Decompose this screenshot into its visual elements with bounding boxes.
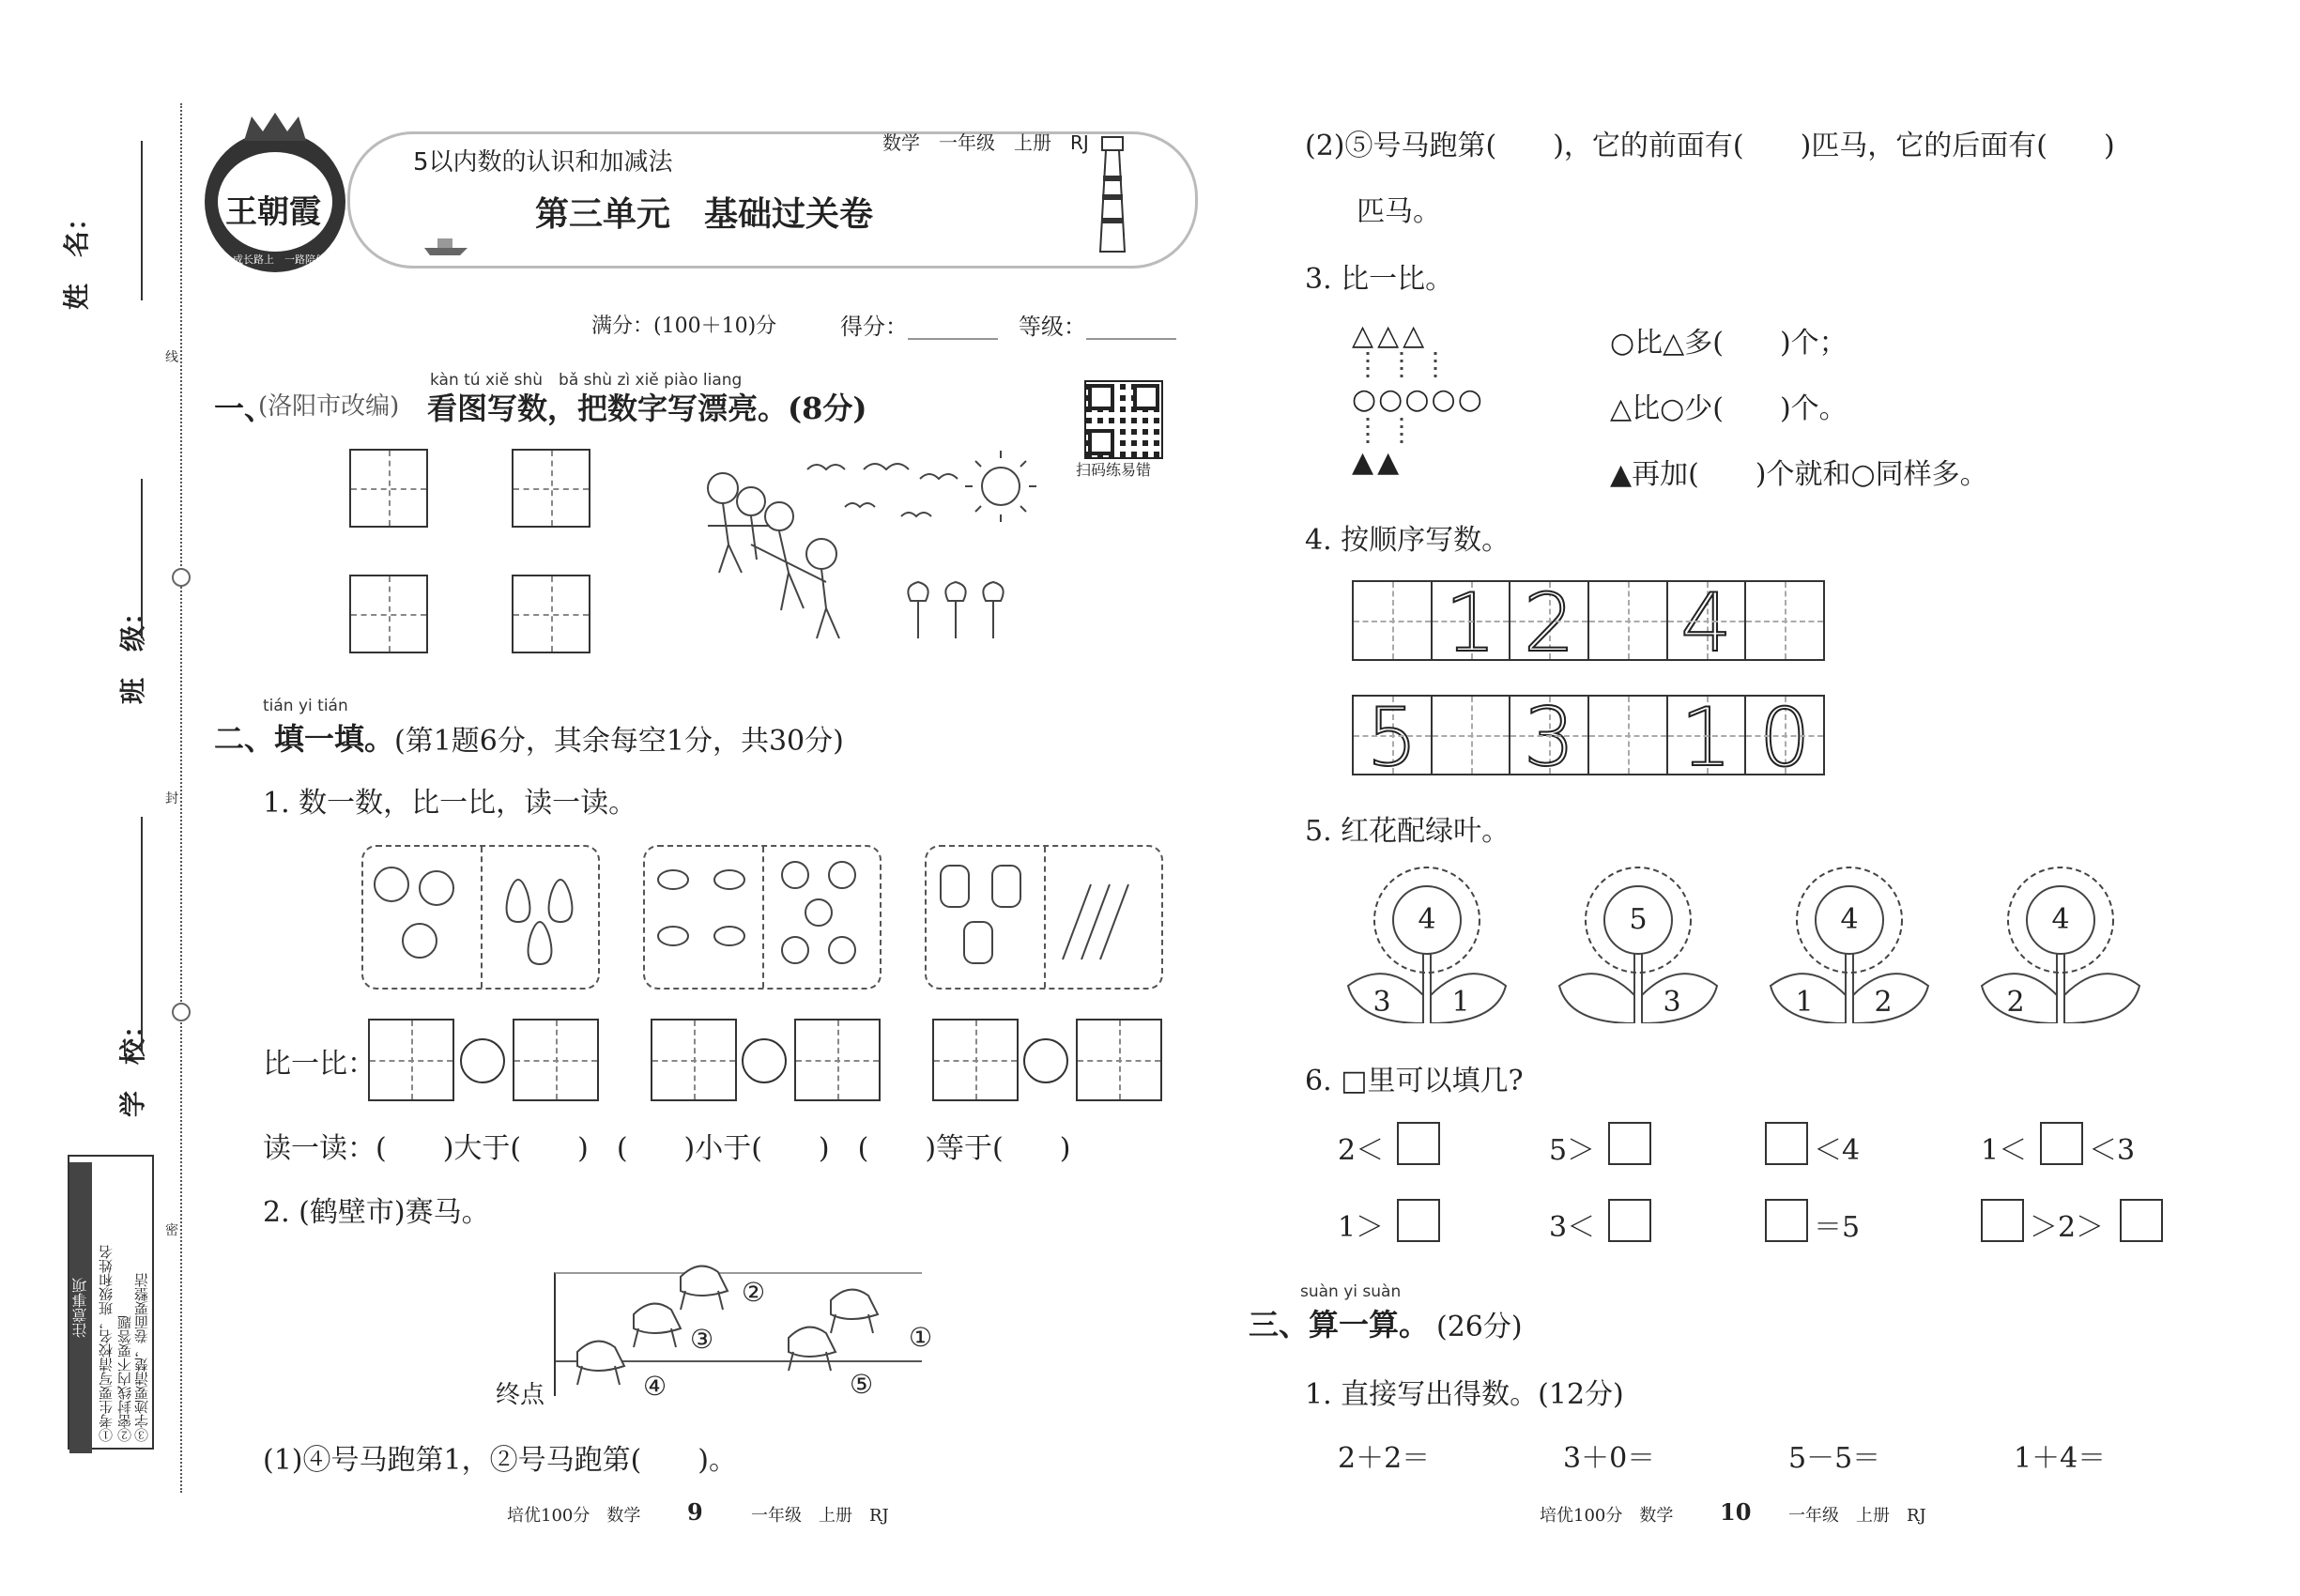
q6-answer-box[interactable]: [1765, 1199, 1808, 1242]
s2-note: (第1题6分，其余每空1分，共30分): [394, 725, 844, 758]
seq-cell[interactable]: 5: [1354, 697, 1433, 774]
calc-item[interactable]: 2＋2＝: [1338, 1442, 1431, 1475]
horse-mark-4: ④: [643, 1371, 667, 1402]
leaf-left-number: 2: [2006, 986, 2025, 1019]
q2-2-line2: 匹马。: [1357, 195, 1441, 228]
hole-icon: [172, 568, 191, 587]
seal-mark-line: 线: [165, 350, 178, 365]
flower[interactable]: [1554, 864, 1723, 1023]
answer-grid[interactable]: [513, 1019, 599, 1101]
name-label: 姓 名：: [61, 204, 92, 310]
q3-b[interactable]: △比○少( )个。: [1610, 392, 1848, 425]
triangles-row: △△△: [1352, 319, 1429, 352]
q6-answer-box[interactable]: [2040, 1122, 2083, 1165]
q6-item-before: 2＜: [1338, 1134, 1385, 1167]
s3-pinyin: suàn yi suàn: [1300, 1282, 1402, 1301]
q6-answer-box[interactable]: [1608, 1199, 1651, 1242]
logo-text: 王朝霞: [225, 193, 321, 231]
q3-c[interactable]: ▲再加( )个就和○同样多。: [1610, 458, 1988, 491]
grade-field[interactable]: 等级：________: [1019, 314, 1176, 340]
answer-grid[interactable]: [1076, 1019, 1162, 1101]
write-grid[interactable]: [512, 449, 590, 528]
s1-source: (洛阳市改编): [258, 392, 400, 421]
name-line[interactable]: [141, 141, 143, 300]
write-grid[interactable]: [349, 575, 428, 653]
seq-cell[interactable]: [1589, 697, 1668, 774]
seq-cell[interactable]: 1: [1433, 582, 1511, 659]
qr-caption: 扫码练易错: [1076, 461, 1152, 479]
s1-number: 一、: [214, 391, 275, 426]
seal-mark-seal: 封: [165, 791, 178, 806]
q6-item-before: 5＞: [1549, 1134, 1596, 1167]
circles-row: ○○○○○: [1352, 383, 1484, 416]
flower-center-number: 4: [2051, 903, 2070, 936]
seq-cell[interactable]: 2: [1510, 582, 1589, 659]
ship-icon: [422, 235, 469, 261]
topic-title: 5以内数的认识和加减法: [413, 148, 673, 176]
q6-answer-box[interactable]: [2120, 1199, 2163, 1242]
q2-1-text[interactable]: (1)④号马跑第1，②号马跑第( )。: [263, 1444, 737, 1477]
seq-cell[interactable]: 0: [1746, 697, 1823, 774]
q6-answer-box[interactable]: [1981, 1199, 2024, 1242]
q6-item-after: ＝5: [1814, 1211, 1861, 1244]
right-footer-info: 一年级 上册 RJ: [1788, 1506, 1926, 1526]
logo-seal: [205, 131, 345, 272]
q6-item-before: 1＜: [1981, 1134, 2028, 1167]
s3-note: (26分): [1436, 1311, 1523, 1343]
count-panel-fruit: [361, 845, 600, 990]
s2-title: 二、填一填。: [214, 721, 395, 757]
q6-item-before: 3＜: [1549, 1211, 1596, 1244]
lighthouse-icon: [1089, 131, 1136, 257]
q2-2-line1[interactable]: (2)⑤号马跑第( )，它的前面有( )匹马，它的后面有( ): [1305, 130, 2115, 162]
flower[interactable]: [1765, 864, 1934, 1023]
q6-answer-box[interactable]: [1608, 1122, 1651, 1165]
sequence-row-1[interactable]: [1352, 576, 1825, 670]
notice-item: ①考生要写清校名，班级和姓名: [98, 1245, 115, 1442]
subject-info: 数学 一年级 上册 RJ: [882, 131, 1089, 154]
seal-line: [180, 103, 182, 1493]
answer-grid[interactable]: [794, 1019, 881, 1101]
calc-item[interactable]: 3＋0＝: [1563, 1442, 1656, 1475]
seq-cell[interactable]: [1589, 582, 1668, 659]
flower-center-number: 5: [1629, 903, 1648, 936]
flower[interactable]: [1342, 864, 1511, 1023]
left-page-number: 9: [687, 1498, 703, 1526]
q6-text: 6. □里可以填几?: [1305, 1065, 1524, 1097]
seq-cell[interactable]: [1433, 697, 1511, 774]
leaf-left-number: 3: [1372, 986, 1391, 1019]
q6-item-after: ＜3: [2089, 1134, 2136, 1167]
q6-item-after: ＜4: [1814, 1134, 1861, 1167]
right-footer-brand: 培优100分 数学: [1540, 1506, 1674, 1526]
logo-slogan: 成长路上 一路陪伴: [233, 253, 326, 266]
horse-mark-2: ②: [742, 1277, 766, 1308]
class-line[interactable]: [141, 479, 143, 638]
right-page-number: 10: [1720, 1498, 1752, 1526]
left-footer-brand: 培优100分 数学: [507, 1506, 641, 1526]
write-grid[interactable]: [349, 449, 428, 528]
q2-text: 2. (鹤壁市)赛马。: [263, 1196, 490, 1229]
calc-item[interactable]: 1＋4＝: [2014, 1442, 2107, 1475]
q6-answer-box[interactable]: [1397, 1199, 1440, 1242]
children-birds-picture: [695, 451, 1051, 661]
flower[interactable]: [1976, 864, 2145, 1023]
count-panel-bees: [643, 845, 882, 990]
q6-answer-box[interactable]: [1397, 1122, 1440, 1165]
s3-title: 三、算一算。: [1249, 1307, 1430, 1343]
write-grid[interactable]: [512, 575, 590, 653]
leaf-right-number: 3: [1663, 986, 1681, 1019]
q5-text: 5. 红花配绿叶。: [1305, 815, 1510, 848]
q4-text: 4. 按顺序写数。: [1305, 524, 1510, 557]
horse-icons: [563, 1249, 939, 1408]
flower-center-number: 4: [1840, 903, 1859, 936]
leaf-left-number: 1: [1795, 986, 1814, 1019]
hole-icon: [172, 1003, 191, 1021]
qr-code-icon[interactable]: [1084, 380, 1163, 459]
q6-item-before: 1＞: [1338, 1211, 1385, 1244]
q3-a[interactable]: ○比△多( )个；: [1610, 327, 1848, 360]
answer-grid[interactable]: [651, 1019, 737, 1101]
compare-label: 比一比：: [263, 1048, 376, 1081]
seq-cell[interactable]: 4: [1668, 582, 1747, 659]
class-label: 班 级：: [117, 598, 148, 704]
leaf-right-number: 2: [1874, 986, 1893, 1019]
notice-item: ②密封线内不要答题: [116, 1315, 133, 1442]
answer-grid[interactable]: [932, 1019, 1019, 1101]
horse-mark-3: ③: [690, 1324, 714, 1355]
s2-pinyin: tián yi tián: [263, 697, 348, 715]
horse-mark-1: ①: [909, 1322, 933, 1353]
q1-text: 1. 数一数，比一比，读一读。: [263, 787, 637, 820]
seal-mark-close: 密: [165, 1223, 178, 1238]
q6-answer-box[interactable]: [1765, 1122, 1808, 1165]
flower-center-number: 4: [1418, 903, 1436, 936]
answer-grid[interactable]: [368, 1019, 454, 1101]
school-line[interactable]: [141, 817, 143, 1051]
seq-cell[interactable]: [1746, 582, 1823, 659]
leaf-right-number: 1: [1451, 986, 1470, 1019]
compare-circle[interactable]: [742, 1038, 787, 1083]
unit-title: 第三单元 基础过关卷: [535, 195, 874, 234]
full-marks: 满分：(100＋10)分: [591, 315, 777, 338]
calc-item[interactable]: 5－5＝: [1788, 1442, 1881, 1475]
horse-mark-5: ⑤: [850, 1369, 874, 1400]
score-field[interactable]: 得分：________: [840, 314, 998, 340]
seq-cell[interactable]: 3: [1510, 697, 1589, 774]
seq-cell[interactable]: [1354, 582, 1433, 659]
sequence-row-2[interactable]: [1352, 691, 1825, 785]
s1-pinyin: kàn tú xiě shù bǎ shù zì xiě piào liang: [430, 371, 743, 390]
read-sentence[interactable]: 读一读：( )大于( ) ( )小于( ) ( )等于( ): [263, 1132, 1071, 1165]
calc-instruction: 1. 直接写出得数。(12分): [1305, 1378, 1624, 1411]
school-label: 学 校：: [117, 1011, 148, 1117]
binding-margin: [0, 0, 188, 1596]
left-footer-info: 一年级 上册 RJ: [751, 1506, 889, 1526]
count-panel-gloves: [925, 845, 1163, 990]
seq-cell[interactable]: 1: [1668, 697, 1747, 774]
finish-label: 终点: [496, 1381, 545, 1409]
black-triangles-row: ▲▲: [1352, 446, 1403, 479]
compare-circle[interactable]: [460, 1038, 505, 1083]
crown-icon: [242, 111, 308, 143]
notice-item: ③字迹要清楚，卷面要整洁: [133, 1273, 150, 1442]
notice-box: [68, 1155, 154, 1450]
q6-item-after: ＞2＞: [2030, 1211, 2105, 1244]
notice-title: 注意事项: [69, 1162, 92, 1453]
q3-text: 3. 比一比。: [1305, 263, 1454, 296]
compare-circle[interactable]: [1023, 1038, 1068, 1083]
s1-instruction: 看图写数，把数字写漂亮。(8分): [427, 391, 867, 426]
